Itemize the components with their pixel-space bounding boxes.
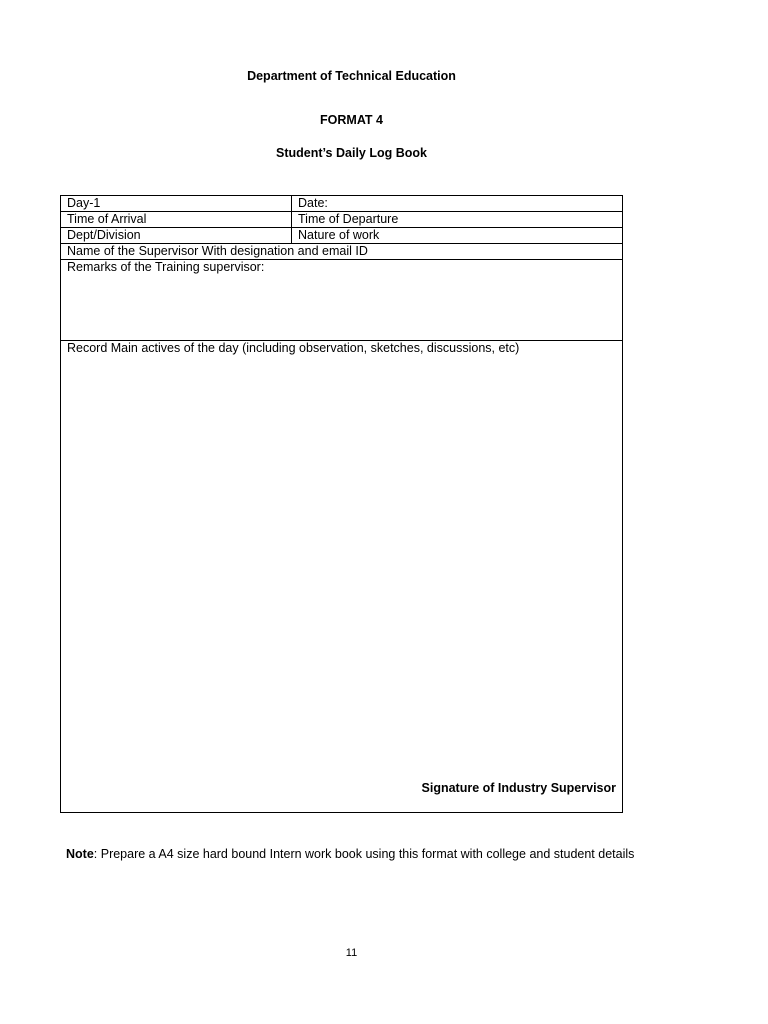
note-text: : Prepare a A4 size hard bound Intern work book using this format with college and student details <box>93 847 635 861</box>
daily-log-table <box>60 195 623 813</box>
table-row <box>61 341 623 813</box>
table-row <box>61 244 623 260</box>
note-label: Note <box>66 847 94 861</box>
table-row <box>61 228 623 244</box>
arrival-cell: Time of Arrival <box>61 212 292 228</box>
page-number: 11 <box>345 947 358 959</box>
date-cell: Date: <box>292 196 623 212</box>
table-row <box>61 212 623 228</box>
note-paragraph <box>66 845 646 864</box>
nature-of-work-cell: Nature of work <box>292 228 623 244</box>
supervisor-cell: Name of the Supervisor With designation and email ID <box>61 244 623 260</box>
table-row <box>61 260 623 341</box>
remarks-cell: Remarks of the Training supervisor: <box>61 260 623 341</box>
dept-division-cell: Dept/Division <box>61 228 292 244</box>
logbook-title: Student’s Daily Log Book <box>276 146 427 160</box>
department-heading: Department of Technical Education <box>247 69 456 83</box>
table-row <box>61 196 623 212</box>
day-cell: Day-1 <box>61 196 292 212</box>
format-heading: FORMAT 4 <box>320 113 383 127</box>
departure-cell: Time of Departure <box>292 212 623 228</box>
record-label: Record Main actives of the day (including observation, sketches, discussions, etc) <box>67 341 520 355</box>
signature-label: Signature of Industry Supervisor <box>421 781 616 795</box>
record-cell <box>61 341 623 813</box>
